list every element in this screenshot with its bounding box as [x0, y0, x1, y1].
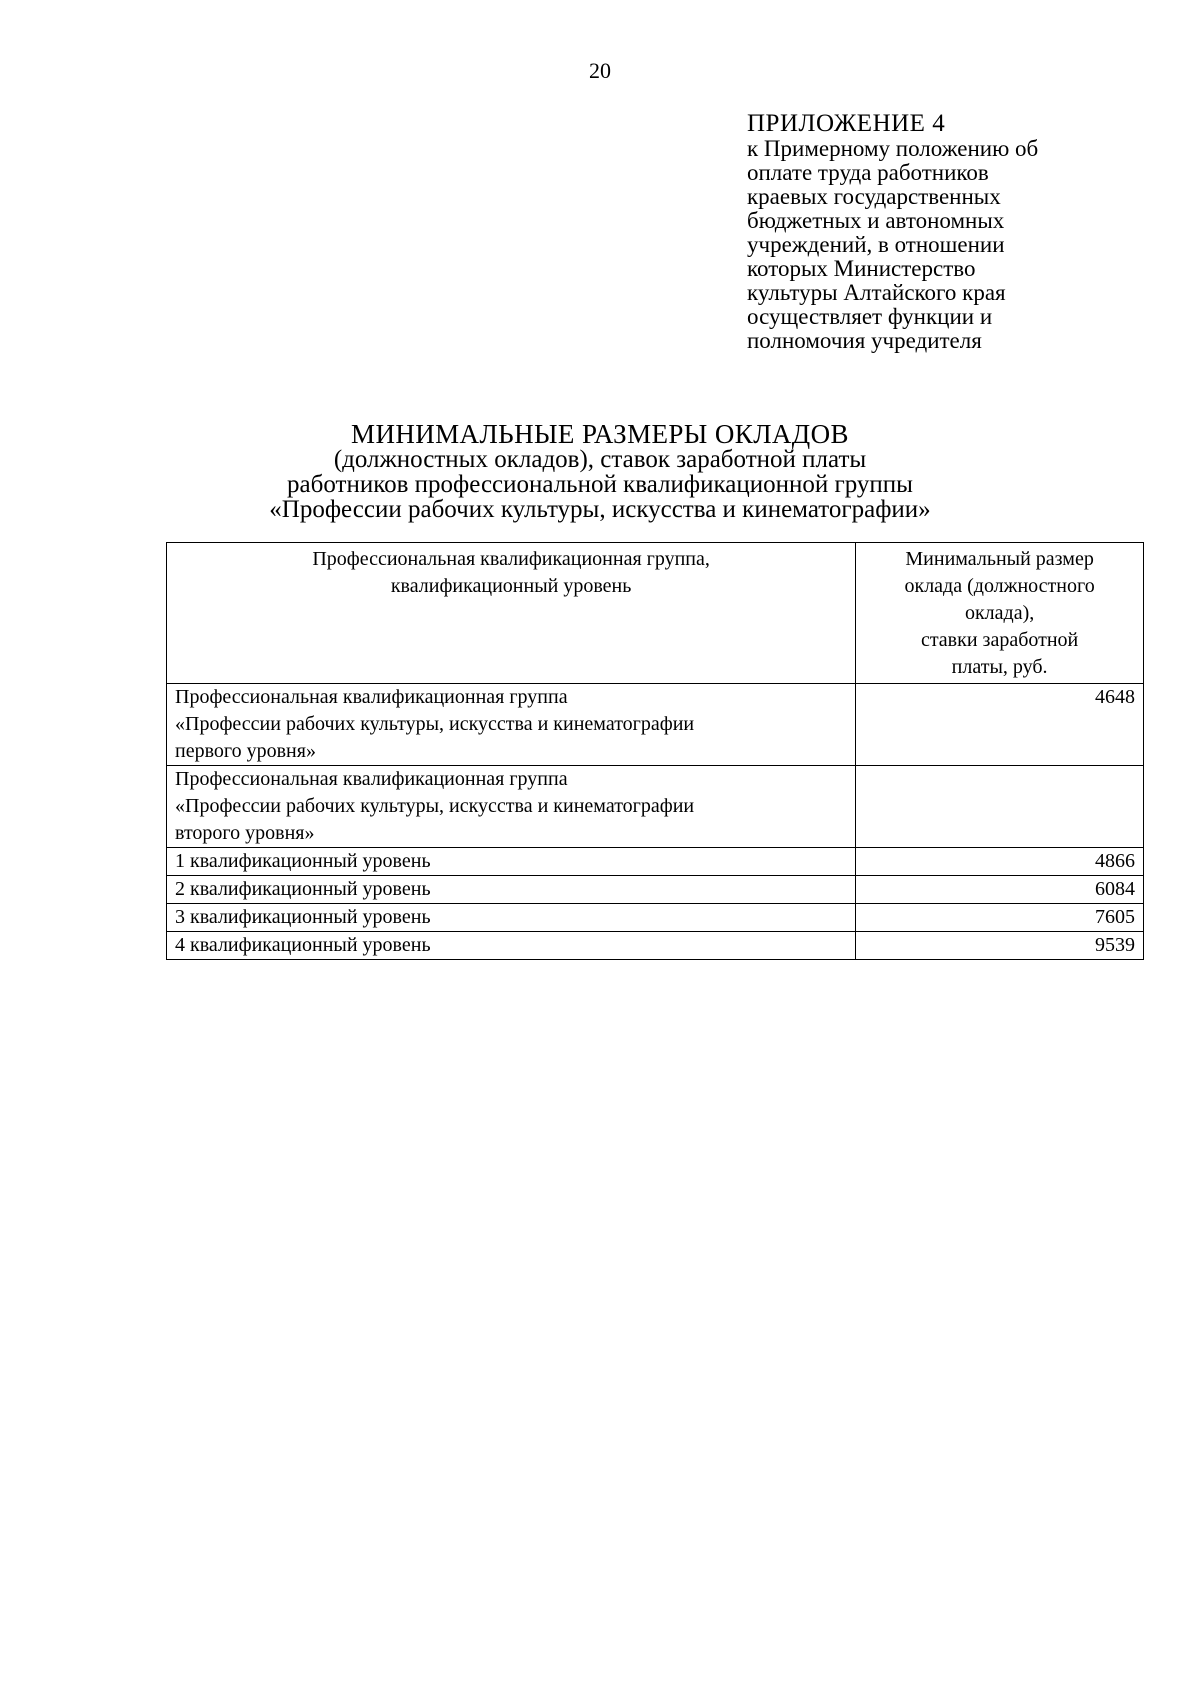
header-line: платы, руб.: [951, 656, 1048, 678]
header-salary-column: [856, 543, 1144, 684]
table-header-row: [167, 543, 1144, 684]
salary-cell: 9539: [856, 932, 1144, 960]
table-row: [167, 932, 1144, 960]
heading-line: (должностных окладов), ставок заработной платы: [333, 446, 867, 473]
group-cell: 4 квалификационный уровень: [167, 932, 856, 960]
header-line: Профессиональная квалификационная группа,: [312, 548, 710, 570]
table-row: [167, 848, 1144, 876]
annex-line: учреждений, в отношении: [747, 232, 1005, 257]
table-row: [167, 904, 1144, 932]
annex-line: к Примерному положению об: [747, 136, 1039, 161]
salary-cell: [856, 766, 1144, 848]
table-row: [167, 684, 1144, 766]
header-line: оклада (должностного: [904, 575, 1095, 597]
page-number: 20: [589, 58, 611, 83]
group-cell: 2 квалификационный уровень: [167, 876, 856, 904]
annex-title: ПРИЛОЖЕНИЕ 4: [747, 110, 946, 137]
document-heading: [160, 419, 1040, 523]
group-line: Профессиональная квалификационная группа: [175, 686, 568, 708]
salary-cell: 7605: [856, 904, 1144, 932]
group-line: «Профессии рабочих культуры, искусства и кинематографии: [175, 713, 695, 735]
table-row: [167, 876, 1144, 904]
annex-line: осуществляет функции и: [747, 304, 993, 329]
salary-table: [166, 542, 1144, 960]
group-line: второго уровня»: [175, 822, 315, 844]
salary-cell: 6084: [856, 876, 1144, 904]
header-group-column: [167, 543, 856, 684]
group-line: Профессиональная квалификационная группа: [175, 768, 568, 790]
header-line: квалификационный уровень: [390, 575, 632, 597]
group-cell: [167, 684, 856, 766]
header-line: ставки заработной: [920, 629, 1079, 651]
group-cell: 1 квалификационный уровень: [167, 848, 856, 876]
annex-line: бюджетных и автономных: [747, 208, 1005, 233]
annex-line: краевых государственных: [747, 184, 1001, 209]
group-line: первого уровня»: [175, 740, 316, 762]
heading-line: «Профессии рабочих культуры, искусства и кинематографии»: [269, 496, 931, 523]
salary-cell: 4648: [856, 684, 1144, 766]
group-line: «Профессии рабочих культуры, искусства и кинематографии: [175, 795, 695, 817]
annex-line: культуры Алтайского края: [747, 280, 1006, 305]
group-cell: [167, 766, 856, 848]
annex-line: полномочия учредителя: [747, 328, 982, 353]
annex-line: оплате труда работников: [747, 160, 989, 185]
heading-line: работников профессиональной квалификационной группы: [287, 471, 913, 498]
table-row: [167, 766, 1144, 848]
header-line: оклада),: [964, 602, 1035, 624]
group-cell: 3 квалификационный уровень: [167, 904, 856, 932]
salary-cell: 4866: [856, 848, 1144, 876]
annex-line: которых Министерство: [747, 256, 976, 281]
annex-block: [747, 110, 1167, 353]
heading-title: МИНИМАЛЬНЫЕ РАЗМЕРЫ ОКЛАДОВ: [351, 419, 849, 449]
header-line: Минимальный размер: [905, 548, 1094, 570]
